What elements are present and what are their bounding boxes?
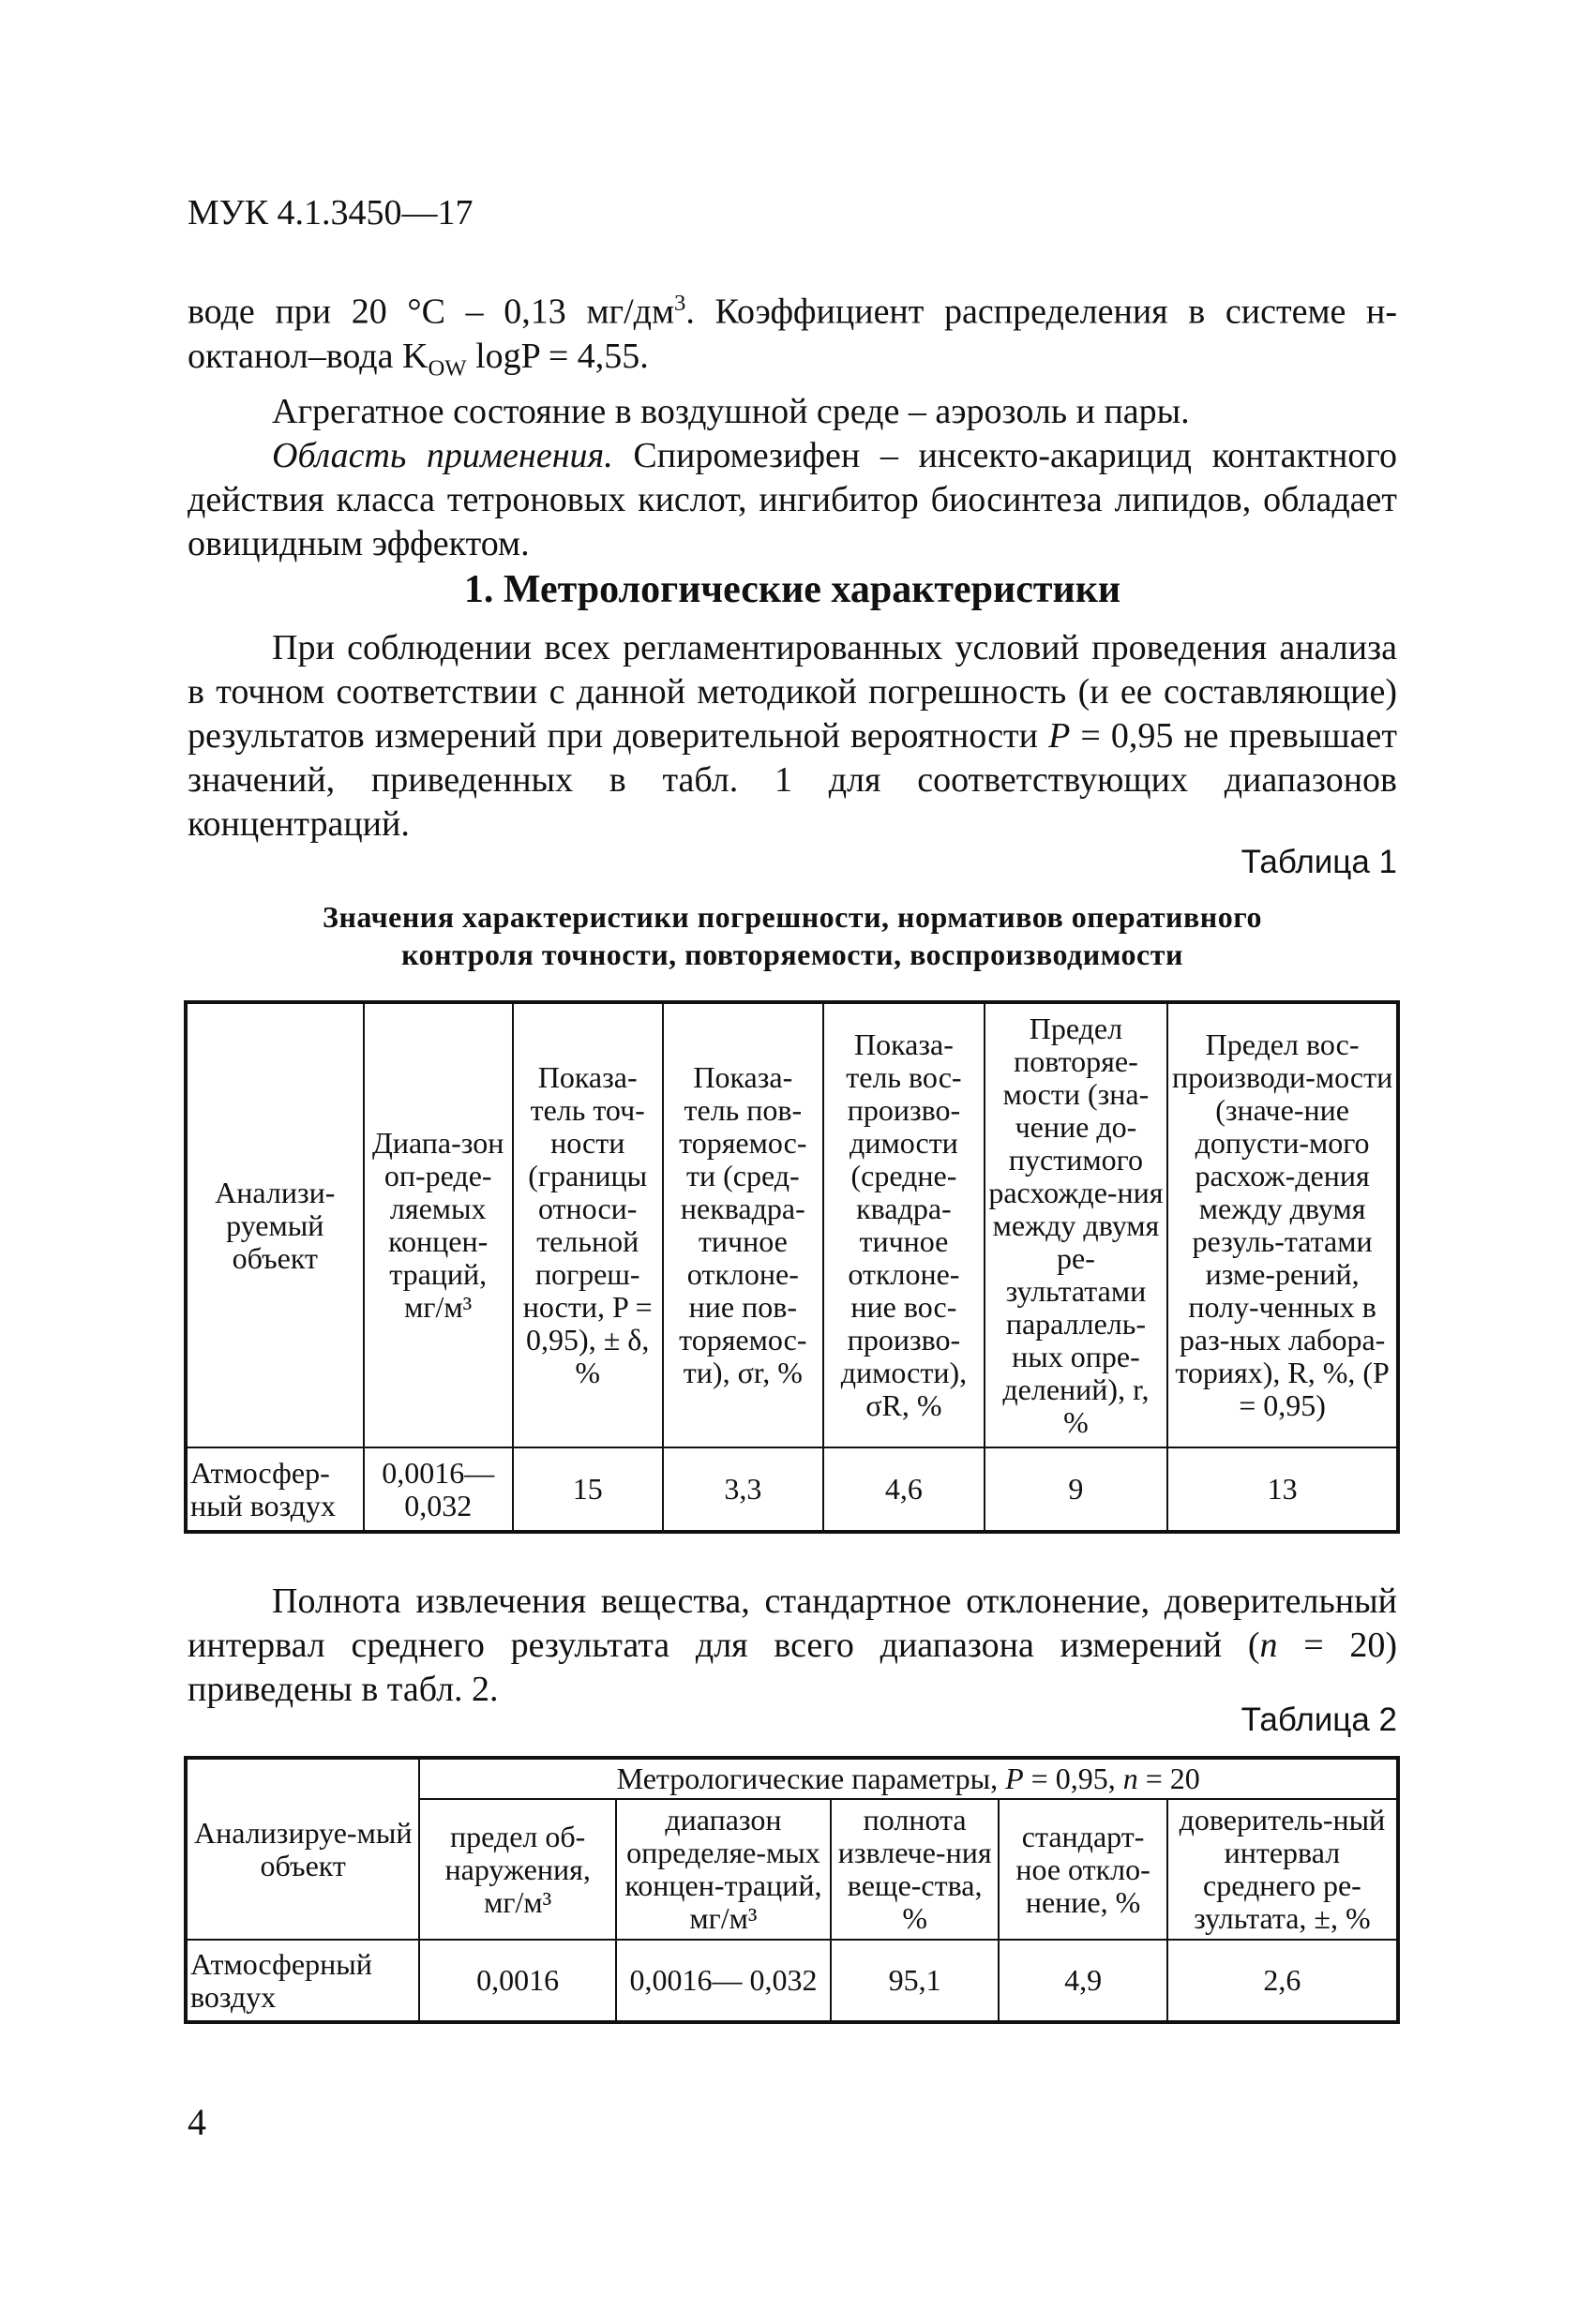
table2-cell: Атмосферный воздух: [186, 1940, 419, 2022]
table1-cell: 4,6: [823, 1447, 985, 1532]
scope-paragraph: [188, 434, 1397, 566]
table2-cell: 4,9: [999, 1940, 1167, 2022]
table1-title-line: контроля точности, повторяемости, воспроизводимости: [401, 937, 1183, 971]
table1-header-cell: Показа-тель точ-ности (границы относи-тельной погреш-ности, P = 0,95), ± δ, %: [513, 1002, 663, 1447]
table1-cell: 0,0016— 0,032: [364, 1447, 513, 1532]
table2-cell: 2,6: [1167, 1940, 1398, 2022]
table2-cell: 0,0016: [419, 1940, 615, 2022]
scope-label: Область применения.: [272, 436, 613, 476]
table1-title: [188, 898, 1397, 973]
state-paragraph: Агрегатное состояние в воздушной среде – аэрозоль и пары.: [272, 392, 1190, 432]
table2-object-header: Анализируе-мый объект: [186, 1758, 419, 1940]
table1-cell: 3,3: [663, 1447, 824, 1532]
table1-cell: 9: [985, 1447, 1167, 1532]
page-number: 4: [188, 2101, 206, 2143]
paragraph2-block: [188, 1580, 1397, 1712]
table1-title-line: Значения характеристики погрешности, нормативов оперативного: [323, 900, 1262, 934]
table1-header-cell: Диапа-зон оп-реде-ляемых концен-траций, мг/м³: [364, 1002, 513, 1447]
table1-cell: Атмосфер-ный воздух: [186, 1447, 364, 1532]
intro-line: воде при 20 °С – 0,13 $мг/дм^3$. Коэффициент распределения в системе н-октанол–вода $K_{OW}$ logP = 4,55.: [188, 291, 1398, 382]
table1-caption: Таблица 1: [1241, 844, 1397, 880]
table2-caption: Таблица 2: [1241, 1702, 1397, 1738]
table1-header-cell: Предел повторяе-мости (зна-чение до-пустимого расхожде-ния между двумя ре-зультатами параллель-ных опре-делений), r, %: [985, 1002, 1167, 1447]
table2-header-cell: полнота извлече-ния веще-ства, %: [831, 1799, 999, 1940]
table1-header-cell: Показа-тель пов-торяемос-ти (сред-неквадра-тичное отклоне-ние пов-торяемос-ти), σr, %: [663, 1002, 824, 1447]
table2-cell: 0,0016— 0,032: [616, 1940, 831, 2022]
section-title: 1. Метрологические характеристики: [463, 568, 1121, 611]
table1-cell: 13: [1167, 1447, 1398, 1532]
table1: [184, 1000, 1400, 1534]
scope-text: Спиромезифен – инсекто-акарицид контактного действия класса тетроновых кислот, ингибитор биосинтеза липидов, обладает овицидным эффектом.: [188, 436, 1397, 564]
table2-header-cell: стандарт-ное откло-нение, %: [999, 1799, 1167, 1940]
table2-header-cell: предел об-наружения, мг/м³: [419, 1799, 615, 1940]
table1-header-cell: Показа-тель вос-произво-димости (средне-квадра-тичное отклоне-ние вос-произво-димости), σR, %: [823, 1002, 985, 1447]
table2: [184, 1756, 1400, 2024]
section-paragraph-block: [188, 626, 1397, 847]
table1-cell: 15: [513, 1447, 663, 1532]
doc-header: МУК 4.1.3450—17: [188, 193, 474, 232]
paragraph2: Полнота извлечения вещества, стандартное отклонение, доверительный интервал среднего результата для всего диапазона измерений (n = 20) приведены в табл. 2.: [188, 1582, 1397, 1709]
table2-header-cell: доверитель-ный интервал среднего ре-зультата, ±, %: [1167, 1799, 1398, 1940]
table2-cell: 95,1: [831, 1940, 999, 2022]
section-paragraph: При соблюдении всех регламентированных условий проведения анализа в точном соответствии с данной методикой погрешность (и ее составляющие) результатов измерений при доверительной вероятности Р = 0,95 не превышает значений, приведенных в табл. 1 для соответствующих диапазонов концентраций.: [188, 628, 1397, 844]
intro-block: [188, 281, 1397, 566]
table2-header-cell: диапазон определяе-мых концен-траций, мг/м³: [616, 1799, 831, 1940]
table1-header-cell: Предел вос-производи-мости (значе-ние допусти-мого расхож-дения между двумя резуль-татами изме-рений, полу-ченных в раз-ных лабора-ториях), R, %, (P = 0,95): [1167, 1002, 1398, 1447]
table1-header-cell: Анализи-руемый объект: [186, 1002, 364, 1447]
table2-group-header: Метрологические параметры, Р = 0,95, n = 20: [419, 1758, 1398, 1799]
